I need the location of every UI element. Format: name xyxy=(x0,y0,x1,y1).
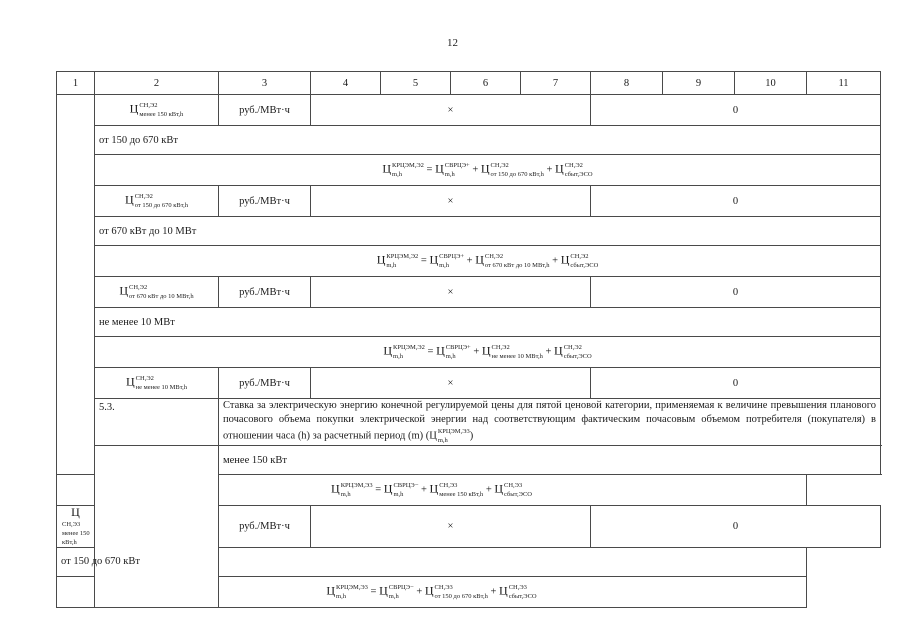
table-row xyxy=(57,399,881,446)
unit-cell: руб./МВт·ч xyxy=(219,95,311,126)
table-row xyxy=(57,246,881,277)
col-header: 8 xyxy=(591,72,663,95)
table-row xyxy=(57,126,881,155)
zero-cell: 0 xyxy=(591,277,881,308)
unit-cell: руб./МВт·ч xyxy=(219,368,311,399)
col-header: 11 xyxy=(807,72,881,95)
col-header: 9 xyxy=(663,72,735,95)
header-row xyxy=(57,72,881,95)
range-label: от 150 до 670 кВт xyxy=(57,547,807,576)
table-row xyxy=(57,217,881,246)
formula: Ц КРЦЭМ,Э3 m,h = Ц СВРЦЭ− m,h + Ц СН,Э3 менее 150 кВт,h + Ц СН,Э3 сбыт,ЭСО xyxy=(57,475,807,506)
table-row xyxy=(57,308,881,337)
range-label: от 150 до 670 кВт xyxy=(95,126,881,155)
col-header: 7 xyxy=(521,72,591,95)
table-row xyxy=(57,155,881,186)
section-number: 5.3. xyxy=(95,399,219,446)
section-cell xyxy=(57,95,95,475)
cross-cell: × xyxy=(311,95,591,126)
cross-cell: × xyxy=(311,506,591,548)
rate-symbol: Ц СН,Э2 от 670 кВт до 10 МВт,h xyxy=(95,277,219,308)
col-header: 10 xyxy=(735,72,807,95)
col-header: 1 xyxy=(57,72,95,95)
rate-symbol: Ц СН,Э3 менее 150 кВт,h xyxy=(57,506,95,548)
unit-cell: руб./МВт·ч xyxy=(219,277,311,308)
cross-cell: × xyxy=(311,368,591,399)
zero-cell: 0 xyxy=(591,186,881,217)
table-row xyxy=(57,368,881,399)
formula: Ц КРЦЭМ,Э3 m,h = Ц СВРЦЭ− m,h + Ц СН,Э3 от 150 до 670 кВт,h + Ц СН,Э3 сбыт,ЭСО xyxy=(57,576,807,607)
formula: Ц КРЦЭМ,Э2 m,h = Ц СВРЦЭ+ m,h + Ц СН,Э2 от 150 до 670 кВт,h + Ц СН,Э2 сбыт,ЭСО xyxy=(95,155,881,186)
table-row xyxy=(57,475,881,506)
table-row xyxy=(57,95,881,126)
formula: Ц КРЦЭМ,Э2 m,h = Ц СВРЦЭ+ m,h + Ц СН,Э2 от 670 кВт до 10 МВт,h + Ц СН,Э2 сбыт,ЭСО xyxy=(95,246,881,277)
cross-cell: × xyxy=(311,277,591,308)
table-row xyxy=(57,277,881,308)
col-header: 4 xyxy=(311,72,381,95)
range-label: не менее 10 МВт xyxy=(95,308,881,337)
rate-symbol: Ц СН,Э2 менее 150 кВт,h xyxy=(95,95,219,126)
page-number: 12 xyxy=(447,37,458,49)
formula: Ц КРЦЭМ,Э2 m,h = Ц СВРЦЭ+ m,h + Ц СН,Э2 не менее 10 МВт,h + Ц СН,Э2 сбыт,ЭСО xyxy=(95,337,881,368)
col-header: 5 xyxy=(381,72,451,95)
range-label: менее 150 кВт xyxy=(219,446,881,475)
tariff-table xyxy=(56,71,881,608)
cross-cell: × xyxy=(311,186,591,217)
col-header: 3 xyxy=(219,72,311,95)
rate-symbol: Ц СН,Э2 не менее 10 МВт,h xyxy=(95,368,219,399)
col-header: 2 xyxy=(95,72,219,95)
zero-cell: 0 xyxy=(591,506,881,548)
table-row xyxy=(57,446,881,475)
unit-cell: руб./МВт·ч xyxy=(219,506,311,548)
unit-cell: руб./МВт·ч xyxy=(219,186,311,217)
table-row xyxy=(57,186,881,217)
rate-symbol: Ц СН,Э2 от 150 до 670 кВт,h xyxy=(95,186,219,217)
table-row xyxy=(57,576,881,607)
col-header: 6 xyxy=(451,72,521,95)
table-row xyxy=(57,337,881,368)
range-label: от 670 кВт до 10 МВт xyxy=(95,217,881,246)
table-row xyxy=(57,547,881,576)
zero-cell: 0 xyxy=(591,368,881,399)
section-description: Ставка за электрическую энергию конечной регулируемой цены для пятой ценовой категории, применяемая к величине превышения планового почасового объема покупки электрической энергии над соответствующим фактическим почасовым объемом потребителя (покупателя) в отношении часа (h) за расчетный период (m) (Ц КРЦЭМ,Э3 m,h ) xyxy=(219,399,881,446)
zero-cell: 0 xyxy=(591,95,881,126)
